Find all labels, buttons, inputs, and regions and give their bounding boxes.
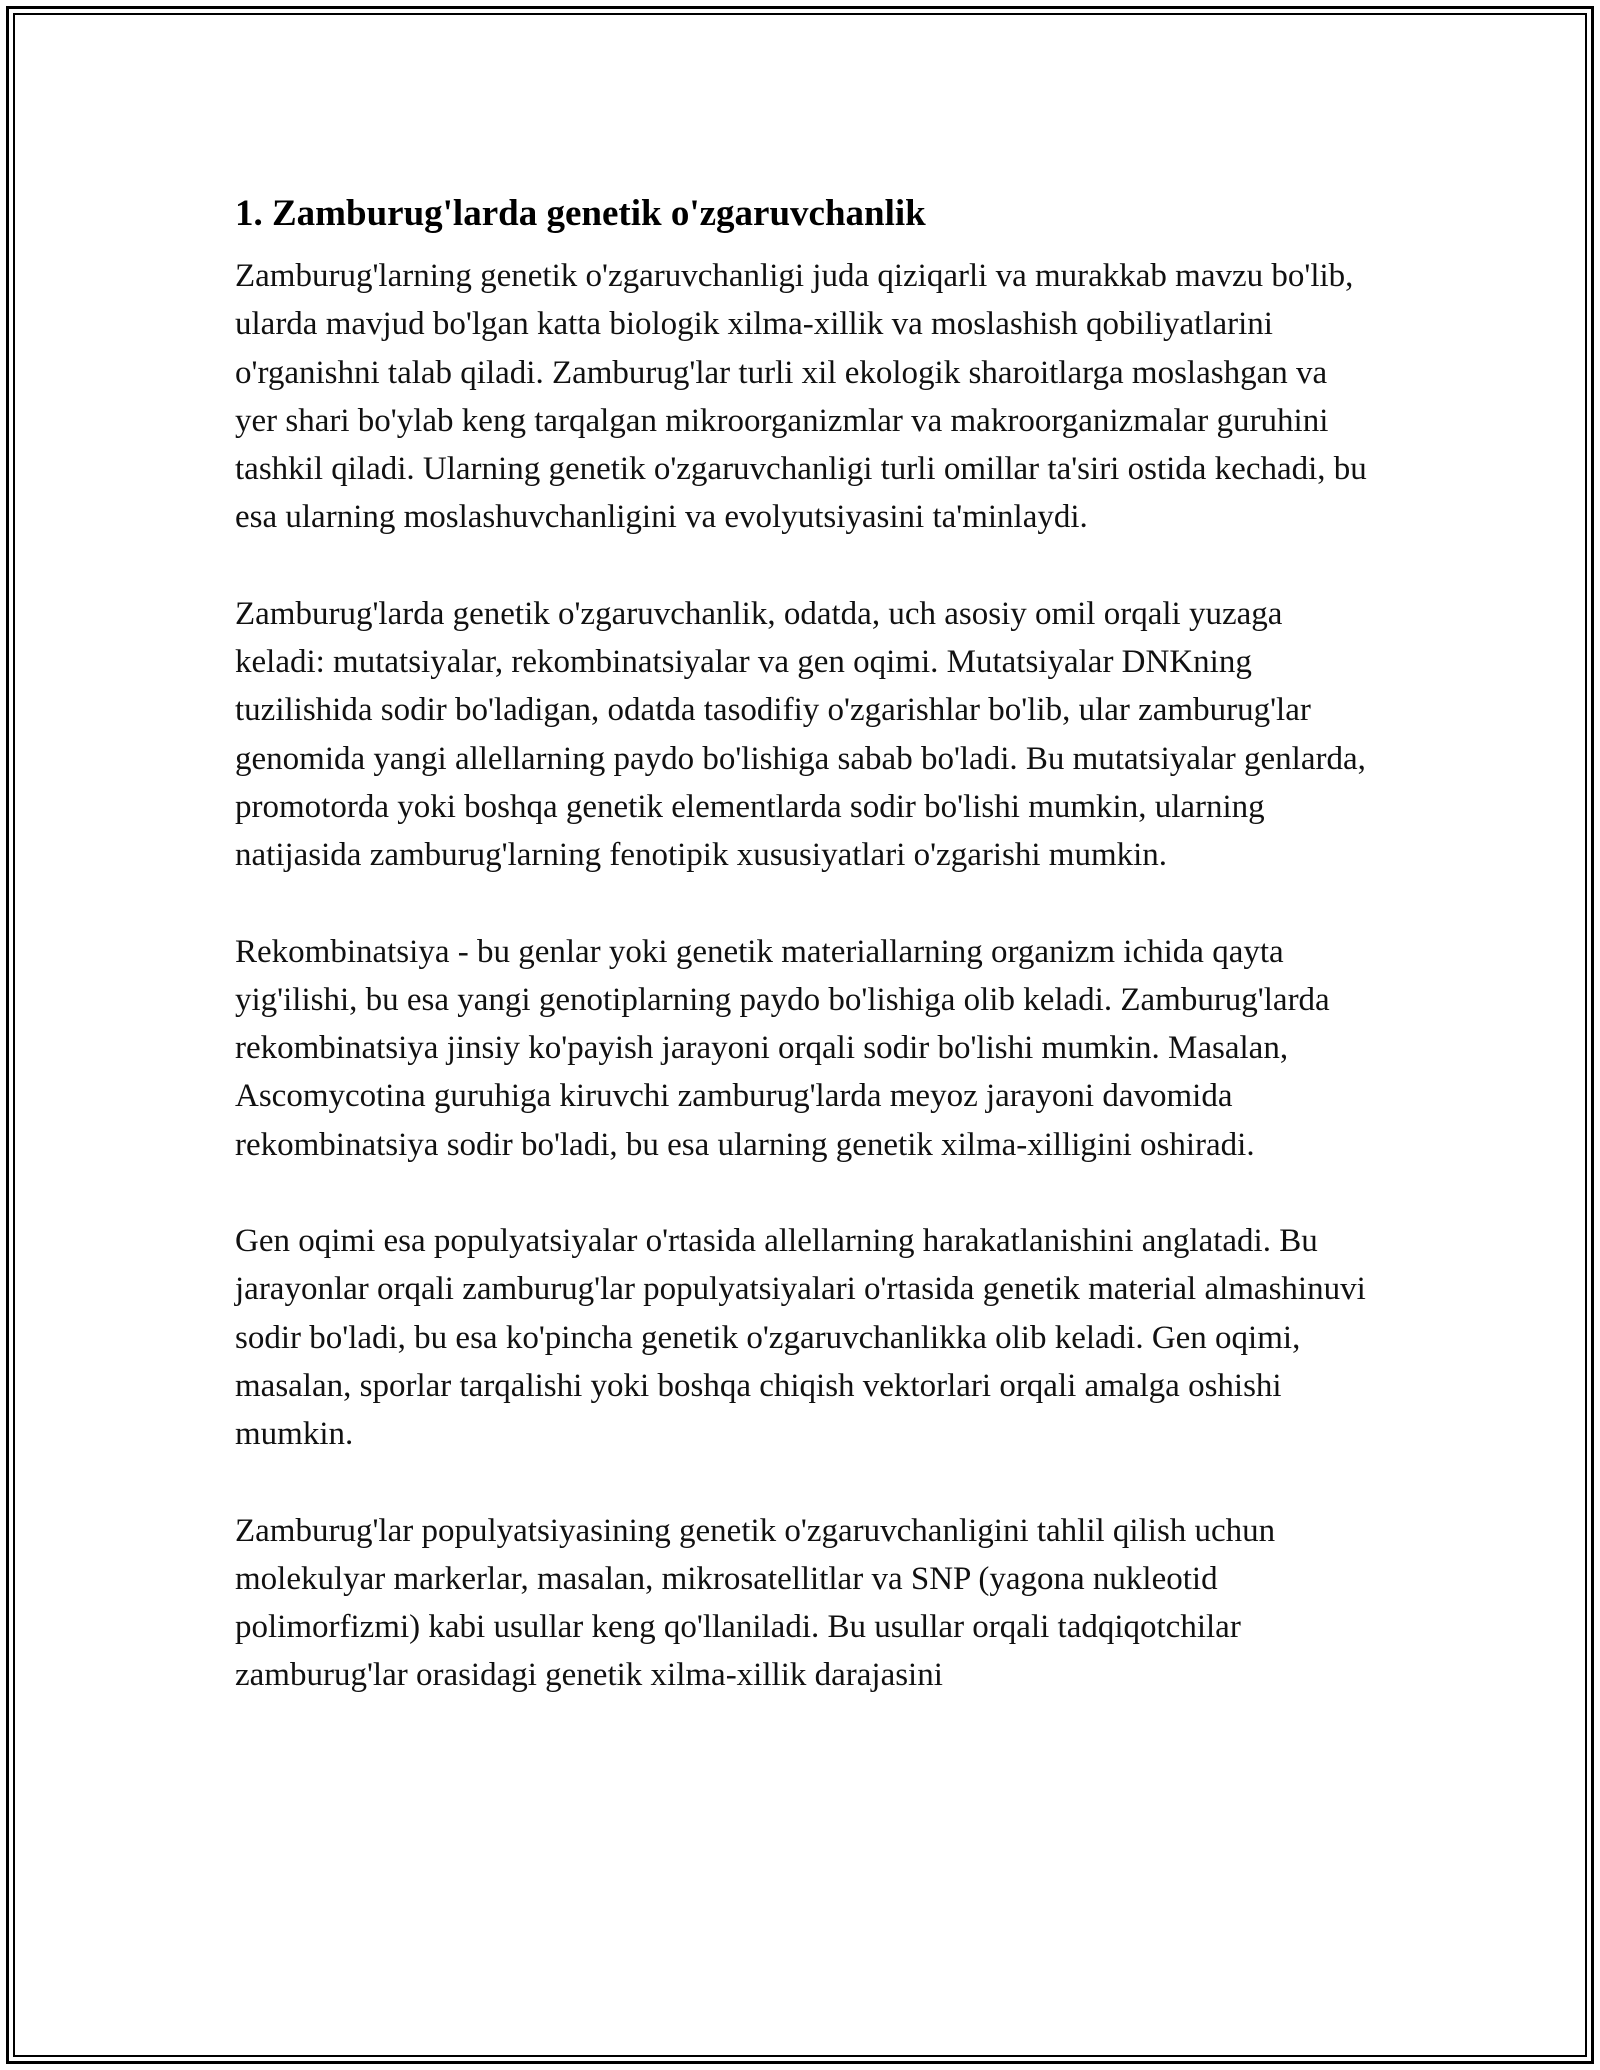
document-body (235, 188, 1375, 1748)
paragraph-2: Zamburug'larda genetik o'zgaruvchanlik, odatda, uch asosiy omil orqali yuzaga keladi: mutatsiyalar, rekombinatsiyalar va gen oqimi. Mutatsiyalar DNKning tuzilishida sodir bo'ladigan, odatda tasodifiy o'zgarishlar bo'lib, ular zamburug'lar genomida yangi allellarning paydo bo'lishiga sabab bo'ladi. Bu mutatsiyalar genlarda, promotorda yoki boshqa genetik elementlarda sodir bo'lishi mumkin, ularning natijasida zamburug'larning fenotipik xususiyatlari o'zgarishi mumkin. (235, 595, 1366, 874)
section-heading: 1. Zamburug'larda genetik o'zgaruvchanlik (235, 193, 926, 234)
paragraph-3: Rekombinatsiya - bu genlar yoki genetik materiallarning organizm ichida qayta yig'ilishi, bu esa yangi genotiplarning paydo bo'lishiga olib keladi. Zamburug'larda rekombinatsiya jinsiy ko'payish jarayoni orqali sodir bo'lishi mumkin. Masalan, Ascomycotina guruhiga kiruvchi zamburug'larda meyoz jarayoni davomida rekombinatsiya sodir bo'ladi, bu esa ularning genetik xilma-xilligini oshiradi. (235, 933, 1330, 1163)
paragraph-4: Gen oqimi esa populyatsiyalar o'rtasida allellarning harakatlanishini anglatadi. Bu jarayonlar orqali zamburug'lar populyatsiyalari o'rtasida genetik material almashinuvi sodir bo'ladi, bu esa ko'pincha genetik o'zgaruvchanlikka olib keladi. Gen oqimi, masalan, sporlar tarqalishi yoki boshqa chiqish vektorlari orqali amalga oshishi mumkin. (235, 1223, 1366, 1453)
paragraph-1: Zamburug'larning genetik o'zgaruvchanligi juda qiziqarli va murakkab mavzu bo'lib, ularda mavjud bo'lgan katta biologik xilma-xillik va moslashish qobiliyatlarini o'rganishni talab qiladi. Zamburug'lar turli xil ekologik sharoitlarga moslashgan va yer shari bo'ylab keng tarqalgan mikroorganizmlar va makroorganizmalar guruhini tashkil qiladi. Ularning genetik o'zgaruvchanligi turli omillar ta'siri ostida kechadi, bu esa ularning moslashuvchanligini va evolyutsiyasini ta'minlaydi. (235, 258, 1367, 536)
paragraph-5: Zamburug'lar populyatsiyasining genetik o'zgaruvchanligini tahlil qilish uchun molekulyar markerlar, masalan, mikrosatellitlar va SNP (yagona nukleotid polimorfizmi) kabi usullar keng qo'llaniladi. Bu usullar orqali tadqiqotchilar zamburug'lar orasidagi genetik xilma-xillik darajasini (235, 1512, 1276, 1694)
